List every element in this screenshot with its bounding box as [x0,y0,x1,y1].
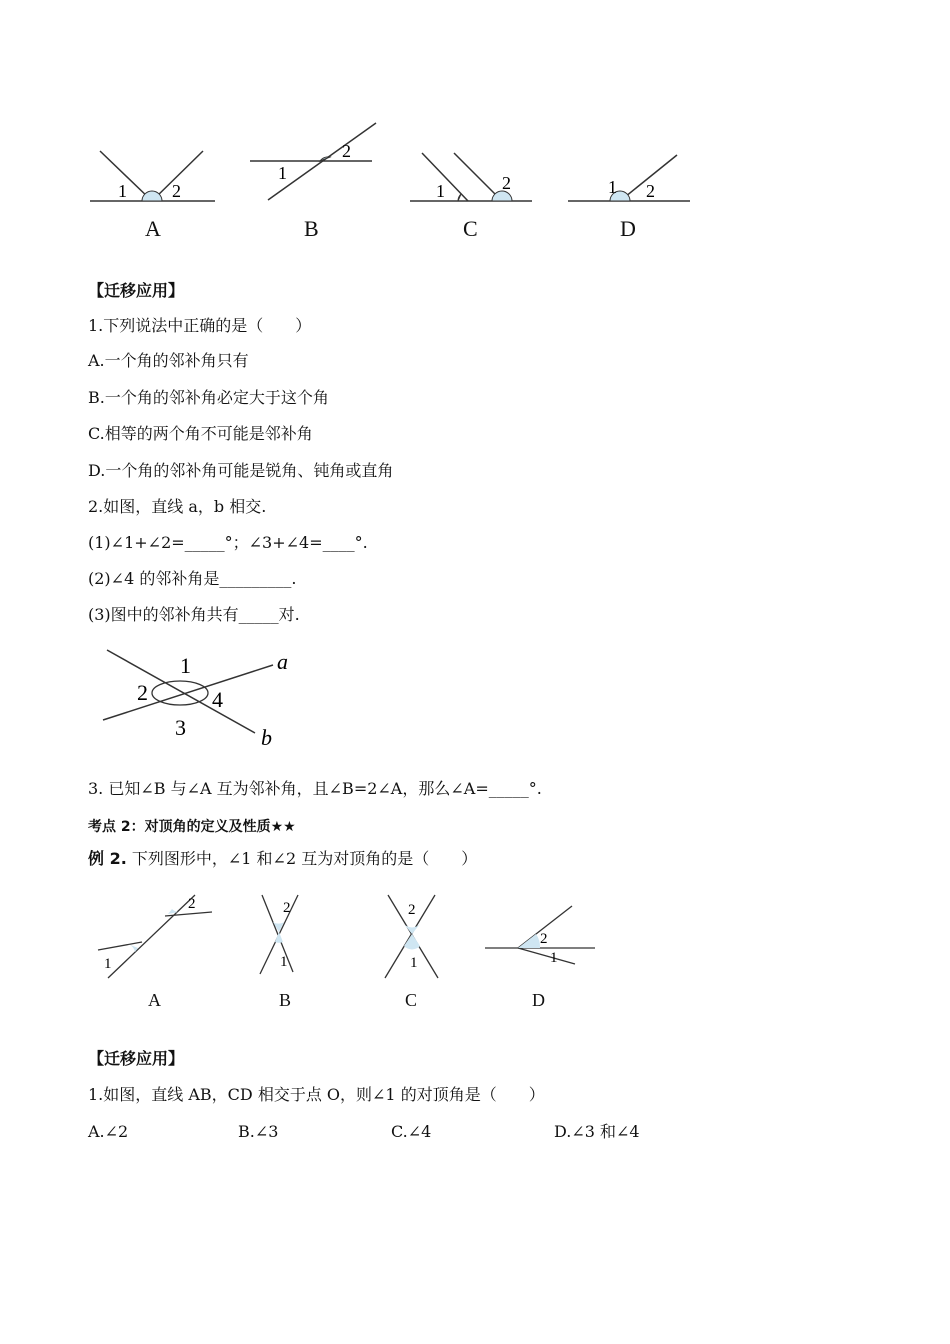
section2-heading: 【迁移应用】 [88,1049,185,1068]
kaodian2-title: 考点 2：对顶角的定义及性质★★ [88,819,296,835]
example2-text: 下列图形中，∠1 和∠2 互为对顶角的是（ ） [126,849,478,868]
s2-q1-stem: 1.如图，直线 AB，CD 相交于点 O，则∠1 的对顶角是（ ） [88,1085,545,1104]
s2-q1-option-c: C.∠4 [391,1122,432,1141]
s1-q1-option-b: B.一个角的邻补角必定大于这个角 [88,388,329,407]
fig2-caption-b: B [279,990,292,1010]
s1-q1-option-c: C.相等的两个角不可能是邻补角 [88,424,313,443]
figure-d-lines [568,155,690,201]
example2-label: 例 2. [88,849,127,868]
fig1-caption-b: B [304,216,319,241]
fig1-a-label-2: 2 [172,181,181,201]
figure-intersecting-lines-ab [95,645,305,755]
ab-label-b: b [261,725,272,750]
fig1-c-label-2: 2 [502,173,511,193]
s1-q1-option-d: D.一个角的邻补角可能是锐角、钝角或直角 [88,461,394,480]
fig1-b-label-2: 2 [342,141,351,161]
s2-q1-option-a: A.∠2 [88,1122,129,1141]
s1-q2-stem: 2.如图，直线 a，b 相交. [88,497,267,516]
section1-heading: 【迁移应用】 [88,281,185,300]
fig1-caption-d: D [620,216,636,241]
ab-label-1: 1 [180,653,191,678]
fig1-caption-c: C [463,216,478,241]
angle-ellipse [152,681,208,705]
s2-q1-option-b: B.∠3 [238,1122,279,1141]
figure-c-lines [410,153,532,201]
fig1-d-label-1: 1 [608,177,617,197]
fig2-a-label-1: 1 [104,956,112,972]
fig2-caption-a: A [148,990,161,1010]
fig1-b-label-1: 1 [278,163,287,183]
fig2-caption-d: D [532,990,545,1010]
example2-line [88,848,477,870]
fig2-b-label-1: 1 [280,954,288,970]
fig2-c-label-1: 1 [410,955,418,971]
figure-neighbor-angles [80,115,710,215]
s1-q1-option-a: A.一个角的邻补角只有 [88,351,249,370]
ab-label-a: a [277,649,288,674]
s1-q1-stem: 1.下列说法中正确的是（ ） [88,316,312,335]
ab-label-4: 4 [212,687,223,712]
fig1-a-label-1: 1 [118,181,127,201]
figure-vertical-angles [90,890,610,980]
s2-q1-option-d: D.∠3 和∠4 [554,1122,640,1141]
ab-label-2: 2 [137,680,148,705]
fig2-b-label-2: 2 [283,900,291,916]
ab-label-3: 3 [175,715,186,740]
s1-q2-part1: (1)∠1+∠2=_____°；∠3+∠4=____°. [88,533,368,552]
figure-b-lines [250,123,376,200]
fig2-d-label-1: 1 [550,950,558,966]
fig1-caption-a: A [145,216,161,241]
s1-q3: 3. 已知∠B 与∠A 互为邻补角，且∠B=2∠A，那么∠A=_____°. [88,779,542,798]
figure-a-lines [90,151,215,201]
fig2-c-label-2: 2 [408,902,416,918]
s1-q2-part2: (2)∠4 的邻补角是_________. [88,569,297,588]
fig2-d-label-2: 2 [540,931,548,947]
fig2-a-label-2: 2 [188,896,196,912]
fig1-d-label-2: 2 [646,181,655,201]
s1-q2-part3: (3)图中的邻补角共有_____对. [88,605,300,624]
fig1-c-label-1: 1 [436,181,445,201]
fig2-caption-c: C [405,990,418,1010]
